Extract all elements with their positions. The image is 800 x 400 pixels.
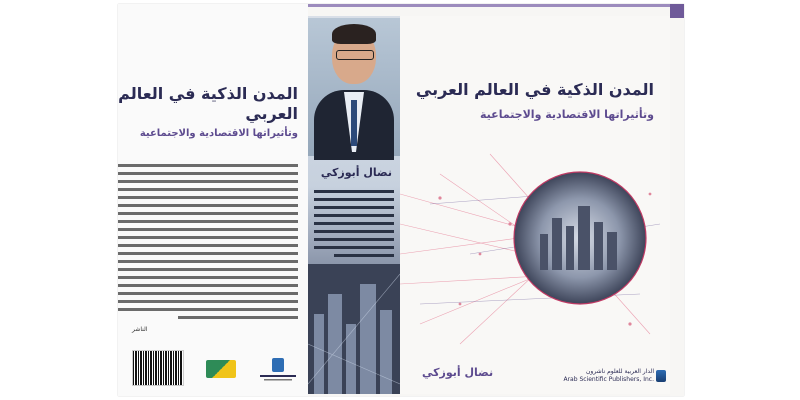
front-cover-subtitle: وتأثيراتها الاقتصادية والاجتماعية [480, 108, 654, 121]
back-cover-subtitle: وتأثيراتها الاقتصادية والاجتماعية [139, 128, 298, 139]
publisher-logo-front-icon [656, 370, 666, 382]
publisher-logo-icon [258, 356, 298, 382]
book-jacket [118, 4, 684, 396]
front-cover-publisher [563, 368, 654, 384]
author-photo [308, 18, 400, 156]
barcode-icon [132, 350, 184, 386]
publisher-name-ar: الدار العربية للعلوم ناشرون [586, 368, 654, 375]
smart-city-network-art [400, 134, 670, 364]
city-skyline-art [308, 264, 400, 394]
back-cover-blurb-text [118, 162, 298, 322]
author-bio-text [314, 188, 394, 264]
author-bio-lines [314, 188, 394, 264]
back-cover [118, 4, 308, 396]
back-cover-title: المدن الذكية في العالم العربي [118, 84, 298, 123]
distributor-logo-icon [206, 360, 236, 378]
front-cover [400, 16, 670, 394]
back-cover-tag: الناشر [132, 326, 148, 333]
front-cover-author: نضال أبوزكي [422, 366, 494, 379]
purple-band-right [670, 4, 684, 18]
front-cover-title: المدن الذكية في العالم العربي [415, 80, 654, 99]
author-strip [308, 16, 400, 394]
author-name-strip: نضال أبوزكي [320, 166, 392, 179]
publisher-name-en: Arab Scientific Publishers, Inc. [563, 376, 654, 383]
back-blurb-lines [118, 162, 298, 322]
